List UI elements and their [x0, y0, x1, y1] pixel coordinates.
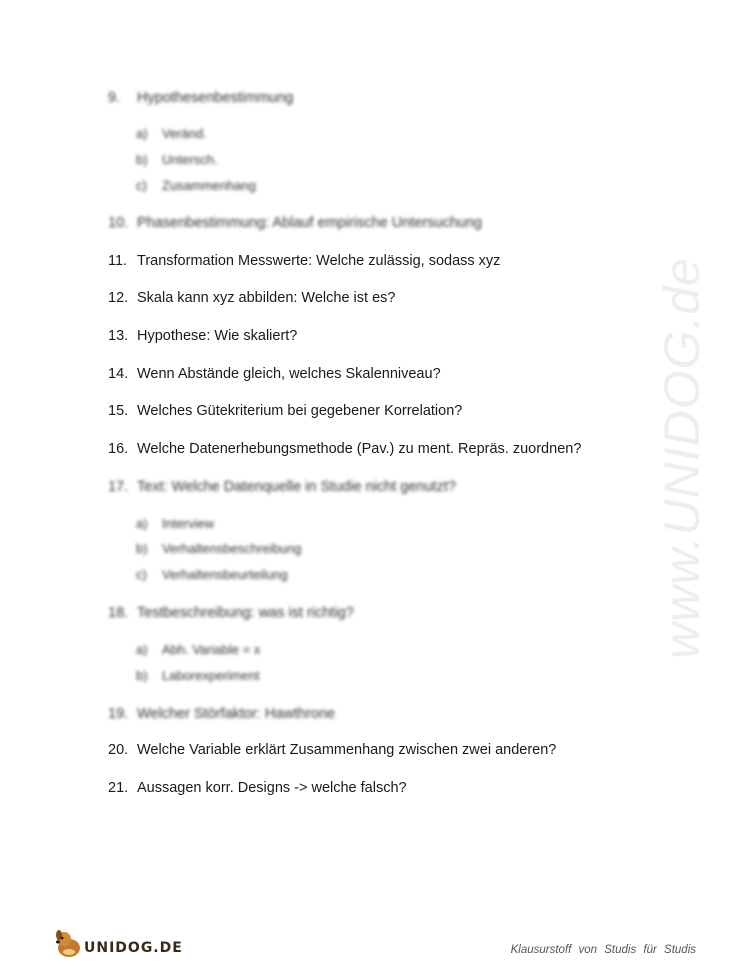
sub-letter: a)	[136, 126, 148, 141]
question-text: Phasenbestimmung: Ablauf empirische Untersuchung	[137, 215, 482, 231]
question-number: 10.	[108, 215, 129, 231]
question-text: Testbeschreibung: was ist richtig?	[137, 605, 354, 621]
question-number: 21.	[108, 780, 129, 796]
question-item-15	[108, 402, 462, 420]
question-item-18	[108, 604, 354, 622]
sub-item	[136, 541, 302, 557]
question-item-10	[108, 214, 482, 232]
question-item-14	[108, 365, 441, 383]
question-text: Aussagen korr. Designs -> welche falsch?	[137, 780, 407, 796]
sub-text: Veränd.	[162, 126, 207, 141]
question-number: 19.	[108, 706, 129, 722]
sub-letter: a)	[136, 516, 148, 531]
question-text: Welcher Störfaktor: Hawthrone	[137, 706, 335, 722]
question-text: Transformation Messwerte: Welche zulässig, sodass xyz	[137, 253, 501, 269]
question-item-21	[108, 779, 407, 797]
dog-logo-icon	[52, 926, 86, 960]
question-item-17	[108, 478, 456, 496]
question-text: Hypothese: Wie skaliert?	[137, 328, 298, 344]
question-item-16	[108, 440, 581, 458]
sub-letter: b)	[136, 668, 148, 683]
question-number: 14.	[108, 366, 129, 382]
question-text: Welches Gütekriterium bei gegebener Korrelation?	[137, 403, 463, 419]
watermark: www.UNIDOG.de	[654, 257, 710, 659]
sub-item	[136, 668, 260, 684]
sub-text: Untersch.	[162, 152, 218, 167]
question-text: Wenn Abstände gleich, welches Skalenniveau?	[137, 366, 441, 382]
question-item-13	[108, 327, 297, 345]
sub-letter: c)	[136, 567, 147, 582]
question-number: 17.	[108, 479, 129, 495]
sub-item	[136, 152, 218, 168]
question-number: 13.	[108, 328, 129, 344]
question-item-12	[108, 289, 395, 307]
sub-text: Zusammenhang	[162, 178, 256, 193]
sub-item	[136, 642, 260, 658]
question-item-9	[108, 89, 293, 107]
sub-text: Verhaltensbeschreibung	[162, 541, 302, 556]
sub-item	[136, 126, 207, 142]
question-number: 16.	[108, 441, 129, 457]
question-text: Welche Datenerhebungsmethode (Pav.) zu ment. Repräs. zuordnen?	[137, 441, 582, 457]
sub-text: Interview	[162, 516, 215, 531]
question-text: Hypothesenbestimmung	[137, 90, 294, 106]
question-number: 18.	[108, 605, 129, 621]
sub-text: Verhaltensbeurteilung	[162, 567, 288, 582]
question-text: Welche Variable erklärt Zusammenhang zwischen zwei anderen?	[137, 742, 557, 758]
sub-letter: b)	[136, 152, 148, 167]
question-number: 12.	[108, 290, 129, 306]
question-number: 20.	[108, 742, 129, 758]
question-number: 11.	[108, 253, 128, 269]
sub-item	[136, 516, 214, 532]
sub-item	[136, 567, 288, 583]
question-item-20	[108, 741, 556, 759]
question-text: Text: Welche Datenquelle in Studie nicht genutzt?	[137, 479, 456, 495]
footer-tagline: Klausurstoff von Studis für Studis	[510, 944, 696, 956]
sub-letter: c)	[136, 178, 147, 193]
sub-text: Abh. Variable = x	[162, 642, 261, 657]
sub-text: Laborexperiment	[162, 668, 260, 683]
question-item-19	[108, 705, 335, 723]
question-item-11	[108, 252, 500, 270]
logo-text: UNIDOG.DE	[84, 940, 183, 956]
sub-letter: b)	[136, 541, 148, 556]
question-number: 15.	[108, 403, 129, 419]
question-number: 9.	[108, 90, 121, 106]
sub-letter: a)	[136, 642, 148, 657]
question-text: Skala kann xyz abbilden: Welche ist es?	[137, 290, 396, 306]
sub-item	[136, 178, 256, 194]
